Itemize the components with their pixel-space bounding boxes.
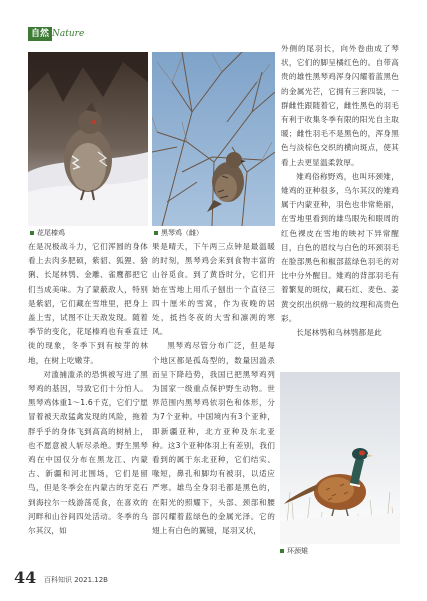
caption-marker xyxy=(154,231,158,235)
paragraph: 黑琴鸡尽管分布广泛，但是每个地区都是孤岛型的，数量因滥杀而呈下降趋势，我国已把黑琴鸡列为国家一级重点保护野生动物。世界范围内黑琴鸡依羽色和体形，分为7个亚种。中国境内有3个亚种，即新疆亚种，北方亚种及东北亚种。这3个亚种体羽上有差别，我们看到的属于东北亚种，它们结实、喙短，鼻孔和脚均有被羽，以适应严寒。雄鸟全身羽毛都是黑色的，在阳光的照耀下，头部、颈部和腰部闪耀着蓝绿色的金属光泽。它的翅上有白色的翼镜，尾羽叉状， xyxy=(152,341,275,536)
black-grouse-caption xyxy=(154,229,203,238)
caption-text: 黑琴鸡（雌） xyxy=(161,229,203,237)
text-column-2 xyxy=(152,240,275,538)
caption-text: 花尾榛鸡 xyxy=(37,229,65,237)
publication-info: 百科知识 2021.12B xyxy=(44,576,108,584)
page-number: 44 xyxy=(14,568,37,587)
text-column-1 xyxy=(28,240,148,538)
caption-marker xyxy=(30,231,34,235)
paragraph: 对滥捕滥杀的恐惧被写进了黑琴鸡的基因，导致它们十分怕人。黑琴鸡体重1～1.6千克，它们宁愿冒着被天敌猛禽发现的风险，拖着胖乎乎的身体飞到高高的树梢上，也不愿意被人斩尽杀绝。野生黑琴鸡在中国仅分布在黑龙江、内蒙古、新疆和河北围场，它们是留鸟，但是冬季会在内蒙古的牙克石到海拉尔一线游荡觅食，在喜欢的河畔和山谷间四处活动。冬季的乌尔其汉，如 xyxy=(28,369,148,536)
black-grouse-photo xyxy=(152,52,275,226)
paragraph: 雉鸡俗称野鸡，也叫环颈雉，雉鸡的亚种很多，乌尔其汉的雉鸡属于内蒙亚种，羽色也非常艳丽，在雪地里看到的雄鸟眼先和眼周的红色裸皮在雪地的映衬下异常醒目，白色的眉纹与白色的环颈羽毛在脸部黑色和椒部蓝绿色羽毛的对比中分外醒目。雉鸡的背部羽毛有着繁复的斑纹，藏石红、麦色、姜黄交织出织绵一般的纹理和高贵色彩。 xyxy=(281,171,399,323)
hazel-grouse-caption xyxy=(30,229,65,238)
caption-text: 环颈雉 xyxy=(287,547,308,555)
paragraph: 长尾林鸮和乌林鸮都是此 xyxy=(296,328,382,338)
caption-marker xyxy=(280,549,284,553)
section-english-label: Nature xyxy=(52,29,85,39)
text-column-3 xyxy=(281,42,399,340)
pheasant-caption xyxy=(280,547,308,556)
paragraph: 在是况极战斗力，它们浑圆的身体看上去肉多肥硕，紫貂、狐狸、猞猁、长尾林鸮、金雕、雀鹰都把它们当成美味。为了蒙蔽敌人，特别是紫貂，它们藏在雪堆里，把身上盖上雪，试图不让天敌发现。随着季节的变化，花尾榛鸡也有垂直迁徙的现象，冬季下到有桉芽的林地，在树上吃嫩芽。 xyxy=(28,242,148,365)
paragraph: 外侧的尾羽长，向外卷曲成了琴状，它们的脚呈橘红色的。自带高贵的雄性黑琴鸡浑身闪耀着蓝黑色的金属光芒，它拥有三套四装，一群雌性跟随着它，雌性黑色的羽毛有利于收集冬季有限的阳光自主取暖；雌性羽毛不是黑色的，浑身黑色与淡棕色交织的横向斑点，使其看上去更显温柔敦厚。 xyxy=(281,44,399,167)
section-badge: 自然 xyxy=(28,27,52,41)
pheasant-photo xyxy=(280,372,400,544)
paragraph: 果是晴天，下午两三点钟是最温暖的时刻，黑琴鸡会来到食物丰富的山谷觅食。到了黄昏时分，它们开始在雪地上用爪子刨出一个直径三四十厘米的雪窝，作为夜晚的居处，抵挡冬夜的大雪和凛冽的寒风。 xyxy=(152,242,275,337)
hazel-grouse-photo xyxy=(28,52,148,226)
